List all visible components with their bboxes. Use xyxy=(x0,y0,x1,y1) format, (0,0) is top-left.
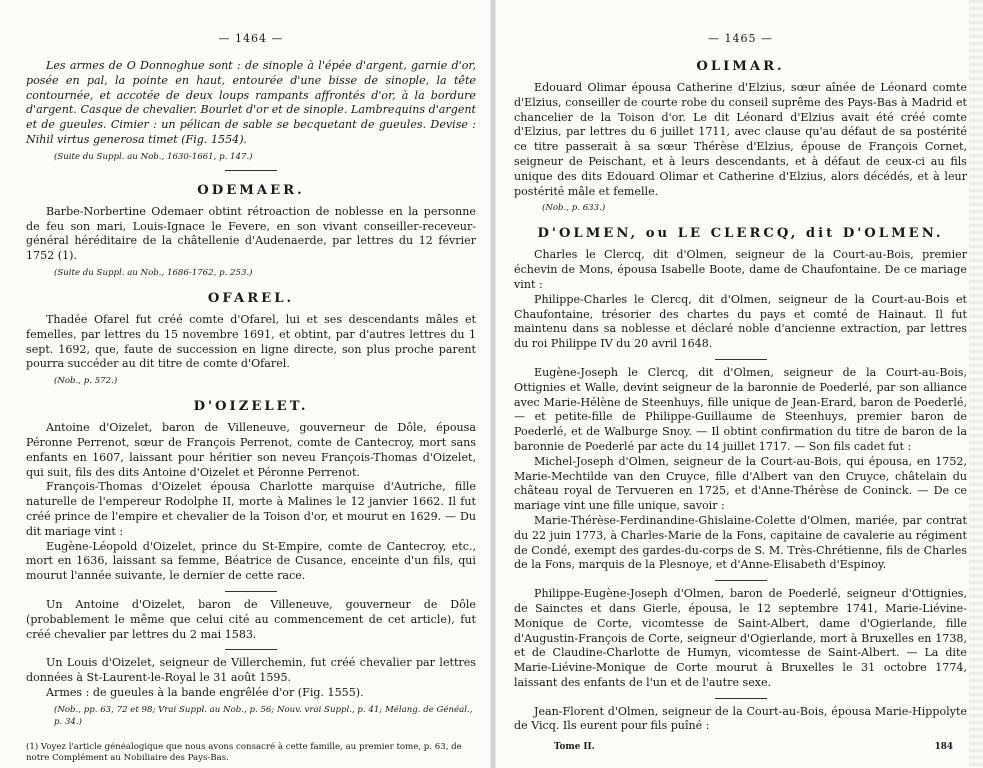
page-footer xyxy=(554,742,953,752)
oizelet-arms: Armes : de gueules à la bande engrêlée d'or (Fig. 1555). xyxy=(46,685,364,699)
odemaer-reference: (Suite du Suppl. au Nob., 1686-1762, p. 253.) xyxy=(54,267,253,278)
page-number-right: — 1465 — xyxy=(708,32,773,45)
intro-reference: (Suite du Suppl. au Nob., 1630-1661, p. 147.) xyxy=(54,151,253,162)
signature-mark: 184 xyxy=(934,742,953,753)
separator xyxy=(715,359,767,360)
separator xyxy=(715,698,767,699)
olmen-paragraph-6: Philippe-Eugène-Joseph d'Olmen, baron de Poederlé, seigneur d'Ottignies, de Sainctes et dans Gierle, épousa, le 12 septembre 1741, Marie-Liévine-Monique de Corte, vicomtesse de Saint-Albert, dame d'Ogierlande, fille d'Augustin-François de Corte, seigneur d'Ogierlande, mort à Bruxelles en 1738, et de Claudine-Charlotte de Humyn, vicomtesse de Saint-Albert. — La dite Marie-Liévine-Monique de Corte mourut à Bruxelles le 31 octobre 1774, laissant des enfants de l'un et de l'autre sexe. xyxy=(514,587,967,689)
odemaer-text: Barbe-Norbertine Odemaer obtint rétroaction de noblesse en la personne de feu son mari, Louis-Ignace le Fevere, en son vivant conseiller-receveur-général héréditaire de la châtellenie d'Audenaerde, par lettres du 12 février 1752 (1). xyxy=(26,204,476,263)
olmen-paragraph-2: Philippe-Charles le Clercq, dit d'Olmen, seigneur de la Court-au-Bois et Chaufontaine, trésorier des chartes du pays et comté de Hainaut. Il fut maintenu dans sa noblesse et déclaré noble d'ancienne extraction, par lettres du roi Philippe IV du 20 avril 1648. xyxy=(514,292,967,351)
ofarel-text: Thadée Ofarel fut créé comte d'Ofarel, lui et ses descendants mâles et femelles, par lettres du 15 novembre 1691, et obtint, par d'autres lettres du 1 sept. 1692, que, faute de succession en ligne directe, son plus proche parent pourra succéder au dit titre de comte d'Ofarel. xyxy=(26,312,476,371)
separator xyxy=(715,580,767,581)
ofarel-heading: OFAREL. xyxy=(207,290,295,306)
oizelet-paragraph-3: Eugène-Léopold d'Oizelet, prince du St-Empire, comte de Cantecroy, etc., mort en 1636, laissant sa femme, Béatrice de Cusance, enceinte d'un fils, qui mourut l'année suivante, le dernier de cette race. xyxy=(26,539,476,583)
olmen-paragraph-3: Eugène-Joseph le Clercq, dit d'Olmen, seigneur de la Court-au-Bois, Ottignies et Walle, devint seigneur de la baronnie de Poederlé, par son alliance avec Marie-Hélène de Steenhuys, fille unique de Jean-Erard, baron de Poederlé, — et petite-fille de Philippe-Guillaume de Steenhuys, premier baron de Poederlé, et de Walburge Snoy. — Il obtint confirmation du titre de baron de la baronnie de Poederlé par acte du 14 juillet 1717. — Son fils cadet fut : xyxy=(514,365,967,453)
footnote: (1) Voyez l'article généalogique que nous avons consacré à cette famille, au premier tome, p. 63, de notre Complément au Nobiliaire des Pays-Bas. xyxy=(26,741,462,764)
ofarel-reference: (Nob., p. 572.) xyxy=(54,376,118,387)
page-number-left: — 1464 — xyxy=(218,32,284,45)
olmen-paragraph-7: Jean-Florent d'Olmen, seigneur de la Court-au-Bois, épousa Marie-Hippolyte de Vicq. Ils eurent pour fils puîné : xyxy=(514,704,967,733)
oizelet-paragraph-2: François-Thomas d'Oizelet épousa Charlotte marquise d'Autriche, fille naturelle de l'empereur Rodolphe II, morte à Malines le 12 janvier 1662. Il fut créé prince de l'empire et chevalier de la Toison d'or, et mourut en 1629. — Du dit mariage vint : xyxy=(26,480,476,538)
separator xyxy=(225,649,277,650)
oizelet-paragraph-1: Antoine d'Oizelet, baron de Villeneuve, gouverneur de Dôle, épousa Péronne Perrenot, sœur de François Perrenot, comte de Cantecroy, mort sans enfants en 1607, laissant pour héritier son neveu François-Thomas d'Oizelet, qui suit, fils des dits Antoine d'Oizelet et Péronne Perrenot. xyxy=(26,421,476,479)
olmen-paragraph-5: Marie-Thérèse-Ferdinandine-Ghislaine-Colette d'Olmen, mariée, par contrat du 22 juin 1773, à Charles-Marie de la Fons, capitaine de cavalerie au régiment de Condé, exempt des gardes-du-corps de S. M. Très-Chrétienne, fils de Charles de la Fons, marquis de la Plesnoye, et d'Anne-Elisabeth d'Espinoy. xyxy=(514,513,967,572)
page-edge-shadow xyxy=(969,0,983,768)
intro-paragraph: Les armes de O Donnoghue sont : de sinople à l'épée d'argent, garnie d'or, posée en pal, la pointe en haut, entourée d'une bisse de sinople, la tête contournée, et accotée de deux loups rampants affrontés d'or, à la bordure d'argent. Casque de chevalier. Bourlet d'or et de sinople. Lambrequins d'argent et de gueules. Cimier : un pélican de sable se becquetant de gueules. Devise : Nihil virtus generosa timet (Fig. 1554). xyxy=(26,59,476,146)
right-page xyxy=(494,0,983,768)
olimar-text: Edouard Olimar épousa Catherine d'Elzius, sœur aînée de Léonard comte d'Elzius, conseiller de courte robe du conseil suprême des Pays-Bas à Madrid et chancelier de la Toison d'or. Le dit Léonard d'Elzius avait été créé comte d'Elzius, par lettres du 6 juillet 1711, avec clause qu'au défaut de sa postérité ce titre passerait à sa sœur Thérèse d'Elzius, épouse de François Cornet, seigneur de Peischant, et à leurs descendants, et à défaut de ceux-ci au fils unique des dits Edouard Olimar et Catherine d'Elzius, alors décédés, et à leur postérité mâle et femelle. xyxy=(514,81,967,198)
separator xyxy=(225,170,277,171)
volume-label: Tome II. xyxy=(554,742,595,753)
separator xyxy=(225,591,277,592)
olmen-paragraph-1: Charles le Clercq, dit d'Olmen, seigneur de la Court-au-Bois, premier échevin de Mons, épousa Isabelle Boote, dame de Chaufontaine. De ce mariage vint : xyxy=(514,248,967,291)
olimar-reference: (Nob., p. 633.) xyxy=(542,203,606,214)
oizelet-paragraph-5: Un Louis d'Oizelet, seigneur de Villerchemin, fut créé chevalier par lettres données à St-Laurent-le-Royal le 31 août 1595. xyxy=(26,656,476,685)
oizelet-reference: (Nob., pp. 63, 72 et 98; Vrai Suppl. au Nob., p. 56; Nouv. vrai Suppl., p. 41; Mélang. de Généal., p. 34.) xyxy=(54,704,473,727)
olmen-heading: D'OLMEN, ou LE CLERCQ, dit D'OLMEN. xyxy=(537,226,944,242)
olmen-paragraph-4: Michel-Joseph d'Olmen, seigneur de la Court-au-Bois, qui épousa, en 1752, Marie-Mechtilde van den Cruyce, fille d'Albert van den Cruyce, châtelain du château royal de Tervueren en 1725, et d'Anne-Thérèse de Coninck. — De ce mariage vint une fille unique, savoir : xyxy=(514,454,967,513)
odemaer-heading: ODEMAER. xyxy=(197,182,305,198)
oizelet-paragraph-4: Un Antoine d'Oizelet, baron de Villeneuve, gouverneur de Dôle (probablement le même que celui cité au commencement de cet article), fut créé chevalier par lettres du 2 mai 1583. xyxy=(26,597,476,641)
olimar-heading: OLIMAR. xyxy=(696,59,785,74)
oizelet-heading: D'OIZELET. xyxy=(193,399,309,415)
